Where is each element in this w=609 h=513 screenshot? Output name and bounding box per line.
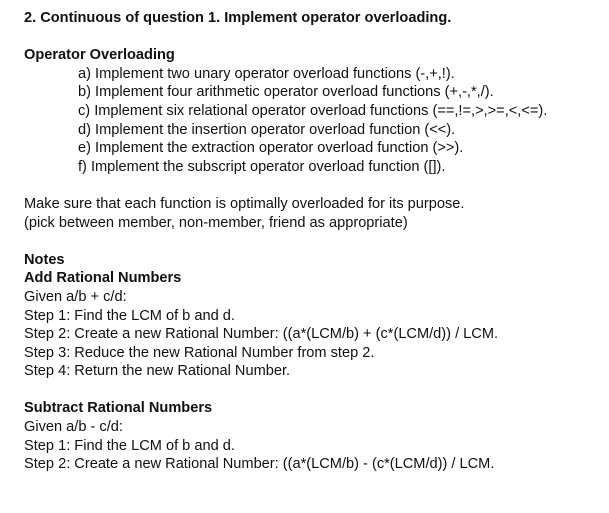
notes-heading: Notes xyxy=(24,251,65,268)
instruction-text: Make sure that each function is optimally overloaded for its purpose. xyxy=(24,195,465,212)
add-heading: Add Rational Numbers xyxy=(24,270,182,287)
subtract-heading: Subtract Rational Numbers xyxy=(24,400,213,417)
spacer xyxy=(24,232,604,251)
task-item-a: a) Implement two unary operator overload functions (-,+,!). xyxy=(78,65,455,82)
add-step-4: Step 4: Return the new Rational Number. xyxy=(24,363,291,380)
document-body xyxy=(24,9,604,474)
task-item-e: e) Implement the extraction operator overload function (>>). xyxy=(78,140,464,157)
task-item-c: c) Implement six relational operator overload functions (==,!=,>,>=,<,<=). xyxy=(78,102,548,119)
task-item-b: b) Implement four arithmetic operator overload functions (+,-,*,/). xyxy=(78,84,494,101)
subtract-step-2: Step 2: Create a new Rational Number: ((a*(LCM/b) - (c*(LCM/d)) / LCM. xyxy=(24,456,495,473)
add-step-1: Step 1: Find the LCM of b and d. xyxy=(24,307,235,324)
instruction-note: (pick between member, non-member, friend as appropriate) xyxy=(24,214,408,231)
add-given: Given a/b + c/d: xyxy=(24,288,127,305)
task-item-d: d) Implement the insertion operator overload function (<<). xyxy=(78,121,456,138)
task-item-f: f) Implement the subscript operator overload function ([]). xyxy=(78,158,446,175)
section-heading: Operator Overloading xyxy=(24,47,175,64)
add-step-2: Step 2: Create a new Rational Number: ((a*(LCM/b) + (c*(LCM/d)) / LCM. xyxy=(24,326,499,343)
spacer xyxy=(24,176,604,195)
subtract-step-1: Step 1: Find the LCM of b and d. xyxy=(24,437,235,454)
spacer xyxy=(24,28,604,47)
question-title: 2. Continuous of question 1. Implement operator overloading. xyxy=(24,10,452,26)
task-list xyxy=(24,65,604,177)
add-step-3: Step 3: Reduce the new Rational Number from step 2. xyxy=(24,344,375,361)
spacer xyxy=(24,381,604,400)
subtract-given: Given a/b - c/d: xyxy=(24,419,123,436)
